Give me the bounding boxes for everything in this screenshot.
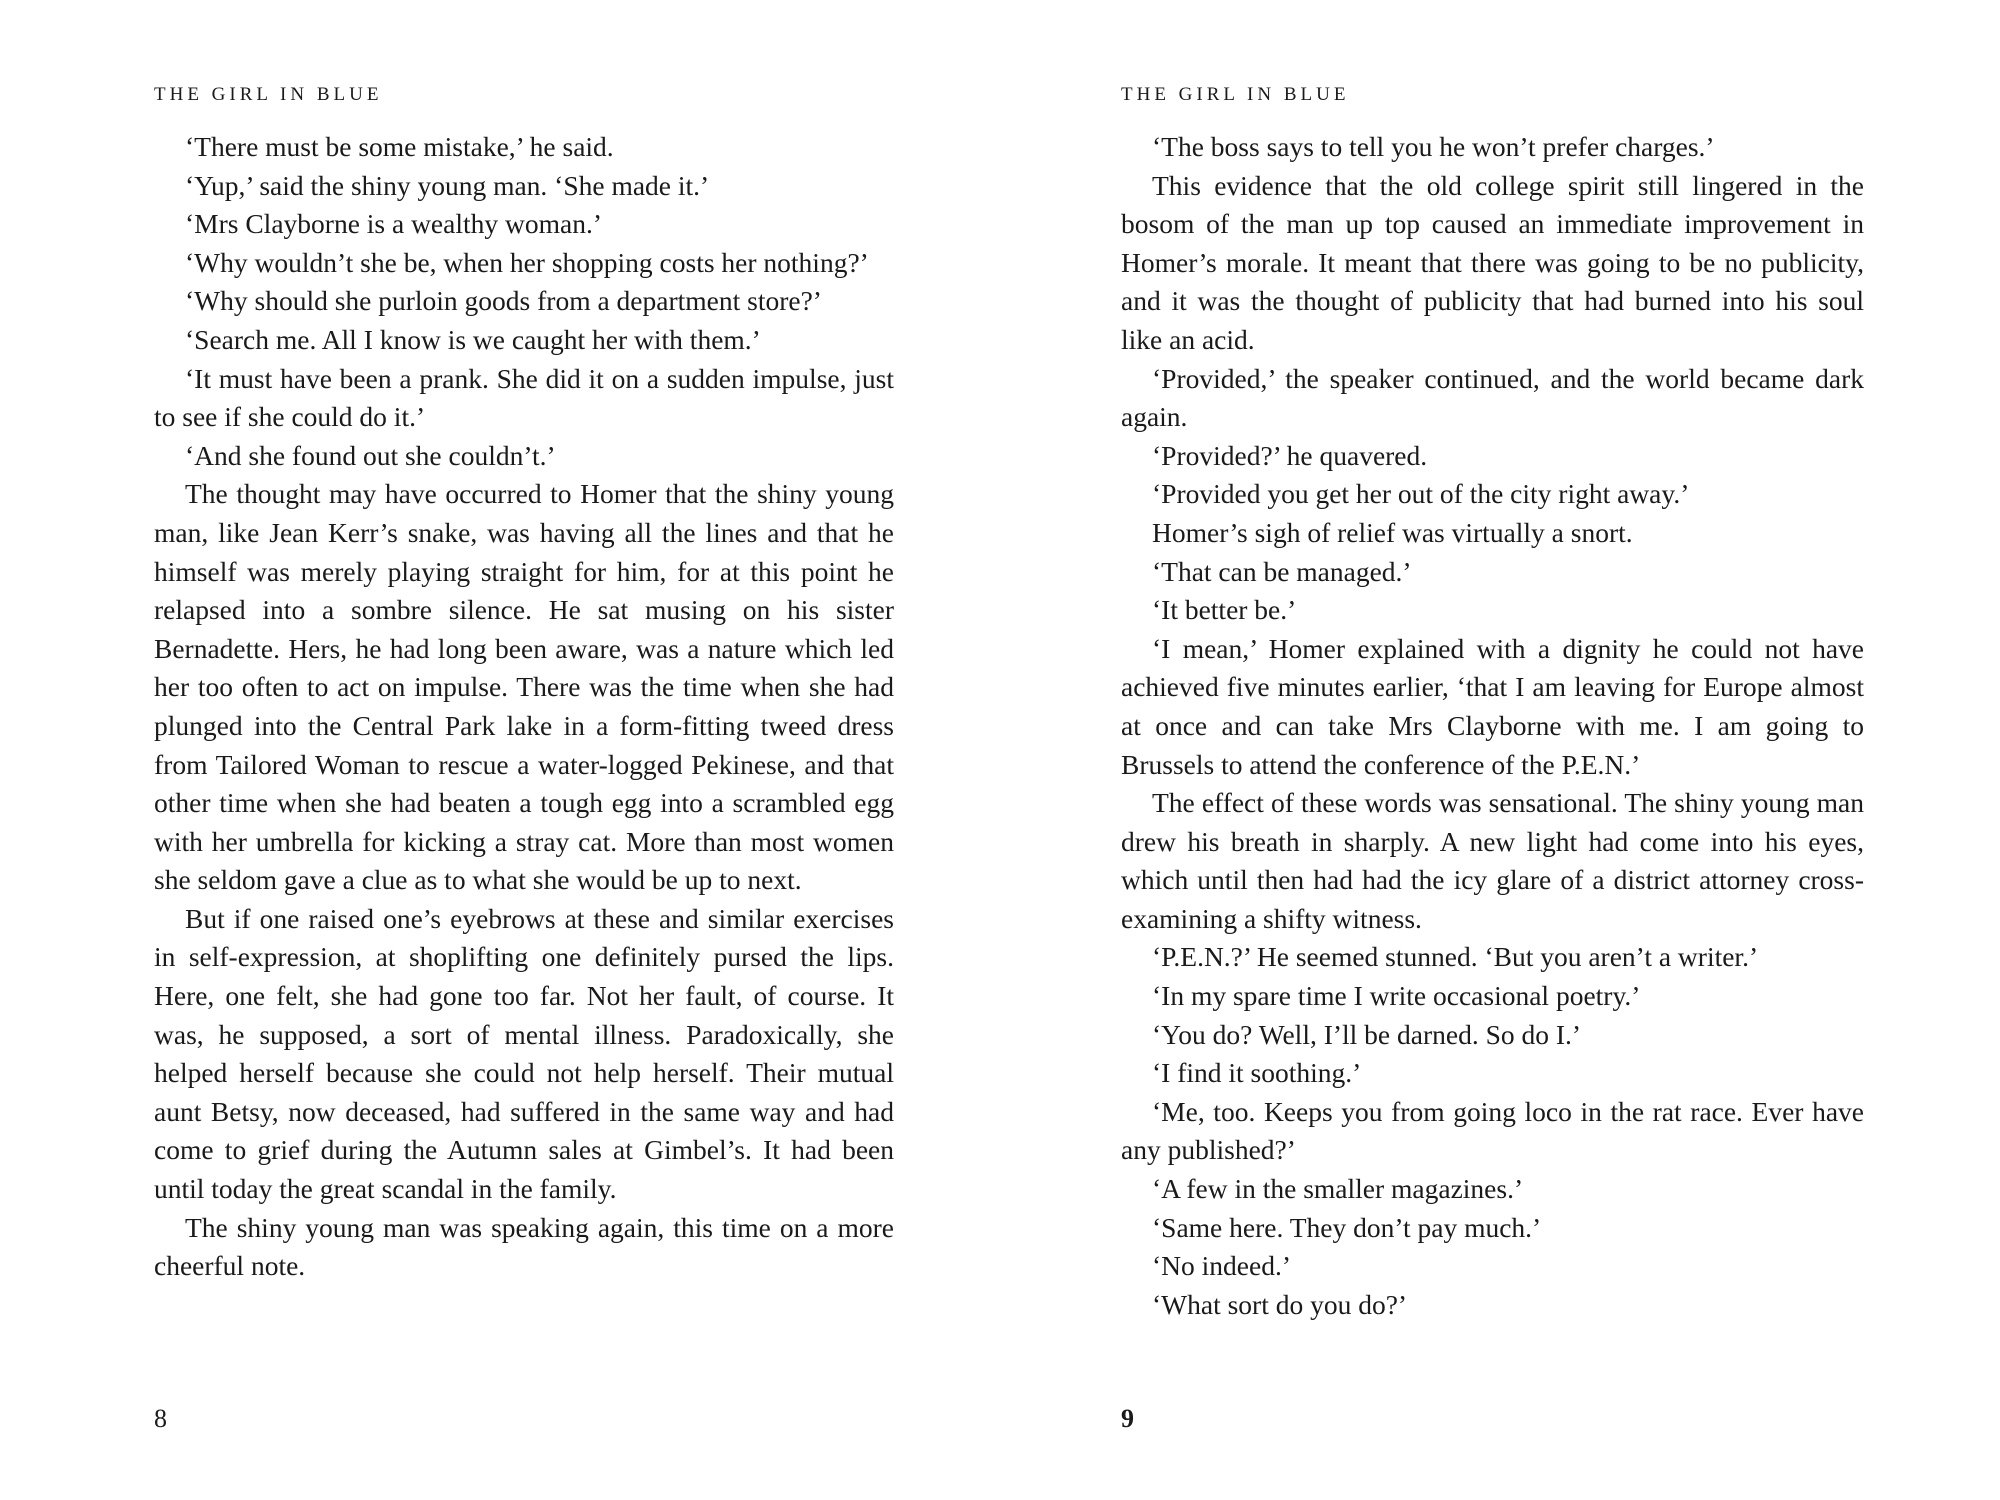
paragraph: ‘Mrs Clayborne is a wealthy woman.’ [185,208,602,240]
running-head: THE GIRL IN BLUE [1121,84,1350,105]
paragraph: ‘Search me. All I know is we caught her with them.’ [185,323,761,355]
page-number: 9 [1121,1404,1134,1433]
paragraph: ‘In my spare time I write occasional poetry.’ [1152,980,1641,1012]
paragraph: ‘Same here. They don’t pay much.’ [1152,1211,1542,1243]
paragraph: ‘No indeed.’ [1152,1250,1291,1282]
paragraph: ‘Provided?’ he quavered. [1152,439,1428,471]
paragraph: ‘I mean,’ Homer explained with a dignity he could not have achieved five minutes earlier, ‘that I am leaving for Europe almost at once and can take Mrs Clayborne with me. I am going to Brussels to attend the conference of the P.E.N.’ [1121,632,1864,780]
paragraph: But if one raised one’s eyebrows at these and similar exercises in self-expression, at shoplifting one definitely pursed the lips. Here, one felt, she had gone too far. Not her fault, of course. It was, he supposed, a sort of mental illness. Paradoxically, she helped herself because she could not help herself. Their mutual aunt Betsy, now deceased, had suffered in the same way and had come to grief during the Autumn sales at Gimbel’s. It had been until today the great scandal in the family. [154,902,894,1205]
paragraph: ‘Yup,’ said the shiny young man. ‘She made it.’ [185,169,710,201]
body-text [1121,128,1864,1324]
paragraph: ‘Provided you get her out of the city right away.’ [1152,478,1690,510]
paragraph: The thought may have occurred to Homer that the shiny young man, like Jean Kerr’s snake, was having all the lines and that he himself was merely playing straight for him, for at this point he relapsed into a sombre silence. He sat musing on his sister Bernadette. Hers, he had long been aware, was a nature which led her too often to act on impulse. There was the time when she had plunged into the Central Park lake in a form-fitting tweed dress from Tailored Woman to rescue a water-logged Pekinese, and that other time when she had beaten a tough egg into a scrambled egg with her umbrella for kicking a stray cat. More than most women she seldom gave a clue as to what she would be up to next. [154,478,894,896]
paragraph: ‘I find it soothing.’ [1152,1057,1362,1089]
paragraph: ‘P.E.N.?’ He seemed stunned. ‘But you aren’t a writer.’ [1152,941,1759,973]
page-number: 8 [154,1404,167,1433]
paragraph: ‘A few in the smaller magazines.’ [1152,1173,1524,1205]
paragraph: ‘The boss says to tell you he won’t prefer charges.’ [1152,131,1715,162]
paragraph: ‘It better be.’ [1152,594,1297,626]
paragraph: ‘Provided,’ the speaker continued, and the world became dark again. [1121,362,1864,433]
paragraph: ‘Why should she purloin goods from a department store?’ [185,285,822,317]
paragraph: ‘Me, too. Keeps you from going loco in the rat race. Ever have any published?’ [1121,1095,1864,1166]
paragraph: ‘And she found out she couldn’t.’ [185,439,556,471]
paragraph: ‘What sort do you do?’ [1152,1288,1408,1320]
paragraph: The effect of these words was sensational. The shiny young man drew his breath in sharply. A new light had come into his eyes, which until then had had the icy glare of a district attorney cross-examining a shifty witness. [1121,787,1864,934]
paragraph: ‘You do? Well, I’ll be darned. So do I.’ [1152,1018,1582,1050]
paragraph: The shiny young man was speaking again, this time on a more cheerful note. [154,1211,894,1282]
paragraph: ‘Why wouldn’t she be, when her shopping costs her nothing?’ [185,246,869,278]
paragraph: ‘That can be managed.’ [1152,555,1412,587]
paragraph: ‘There must be some mistake,’ he said. [185,131,614,162]
paragraph: Homer’s sigh of relief was virtually a snort. [1152,516,1633,548]
paragraph: This evidence that the old college spirit still lingered in the bosom of the man up top caused an immediate improvement in Homer’s morale. It meant that there was going to be no publicity, and it was the thought of publicity that had burned into his soul like an acid. [1121,169,1864,355]
right-page [1121,0,1864,1500]
left-page [154,0,894,1500]
paragraph: ‘It must have been a prank. She did it on a sudden impulse, just to see if she could do it.’ [154,362,894,433]
running-head: THE GIRL IN BLUE [154,84,383,105]
body-text [154,128,894,1286]
